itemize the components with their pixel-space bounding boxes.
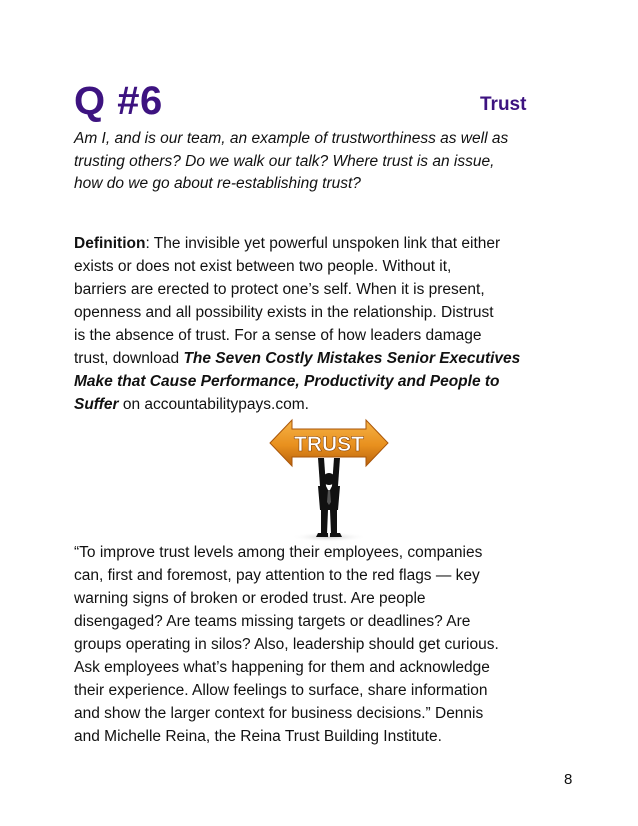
quote-line: disengaged? Are teams missing targets or deadlines? Are bbox=[74, 613, 471, 630]
download-text: trust, download bbox=[74, 350, 184, 367]
resource-title: The Seven Costly Mistakes Senior Executives bbox=[183, 350, 521, 367]
quote-line: Ask employees what’s happening for them and acknowledge bbox=[74, 659, 490, 676]
definition-line: openness and all possibility exists in the relationship. Distrust bbox=[74, 304, 494, 321]
question-text bbox=[74, 128, 574, 196]
topic-heading: Trust bbox=[480, 94, 527, 115]
page-number: 8 bbox=[564, 771, 573, 788]
question-line: how do we go about re-establishing trust? bbox=[74, 175, 361, 192]
quote-line: groups operating in silos? Also, leadership should get curious. bbox=[74, 636, 499, 653]
trust-sign-svg bbox=[268, 412, 390, 542]
quote-paragraph bbox=[74, 541, 574, 748]
resource-title: Suffer bbox=[74, 396, 119, 413]
resource-title: Make that Cause Performance, Productivity and People to bbox=[74, 373, 500, 390]
question-number-heading: Q #6 bbox=[74, 79, 163, 123]
definition-line: exists or does not exist between two people. Without it, bbox=[74, 258, 452, 275]
definition-paragraph bbox=[74, 232, 574, 416]
definition-label: Definition bbox=[74, 235, 146, 252]
trust-sign-illustration bbox=[268, 412, 390, 542]
quote-line: and show the larger context for business decisions.” Dennis bbox=[74, 705, 484, 722]
quote-line: and Michelle Reina, the Reina Trust Building Institute. bbox=[74, 728, 442, 745]
quote-line: “To improve trust levels among their employees, companies bbox=[74, 544, 483, 561]
definition-line bbox=[74, 232, 574, 255]
question-line: trusting others? Do we walk our talk? Where trust is an issue, bbox=[74, 152, 495, 170]
definition-line: is the absence of trust. For a sense of how leaders damage bbox=[74, 327, 482, 344]
quote-line: warning signs of broken or eroded trust. Are people bbox=[74, 590, 426, 607]
quote-line: can, first and foremost, pay attention to the red flags — key bbox=[74, 567, 480, 584]
definition-text: : The invisible yet powerful unspoken link that either bbox=[145, 235, 501, 252]
definition-line: barriers are erected to protect one’s self. When it is present, bbox=[74, 281, 485, 298]
definition-line bbox=[74, 347, 574, 370]
website-text: on accountabilitypays.com. bbox=[118, 396, 309, 413]
sign-text: TRUST bbox=[294, 433, 364, 456]
question-line: Am I, and is our team, an example of trustworthiness as well as bbox=[74, 130, 509, 147]
quote-line: their experience. Allow feelings to surface, share information bbox=[74, 682, 488, 699]
